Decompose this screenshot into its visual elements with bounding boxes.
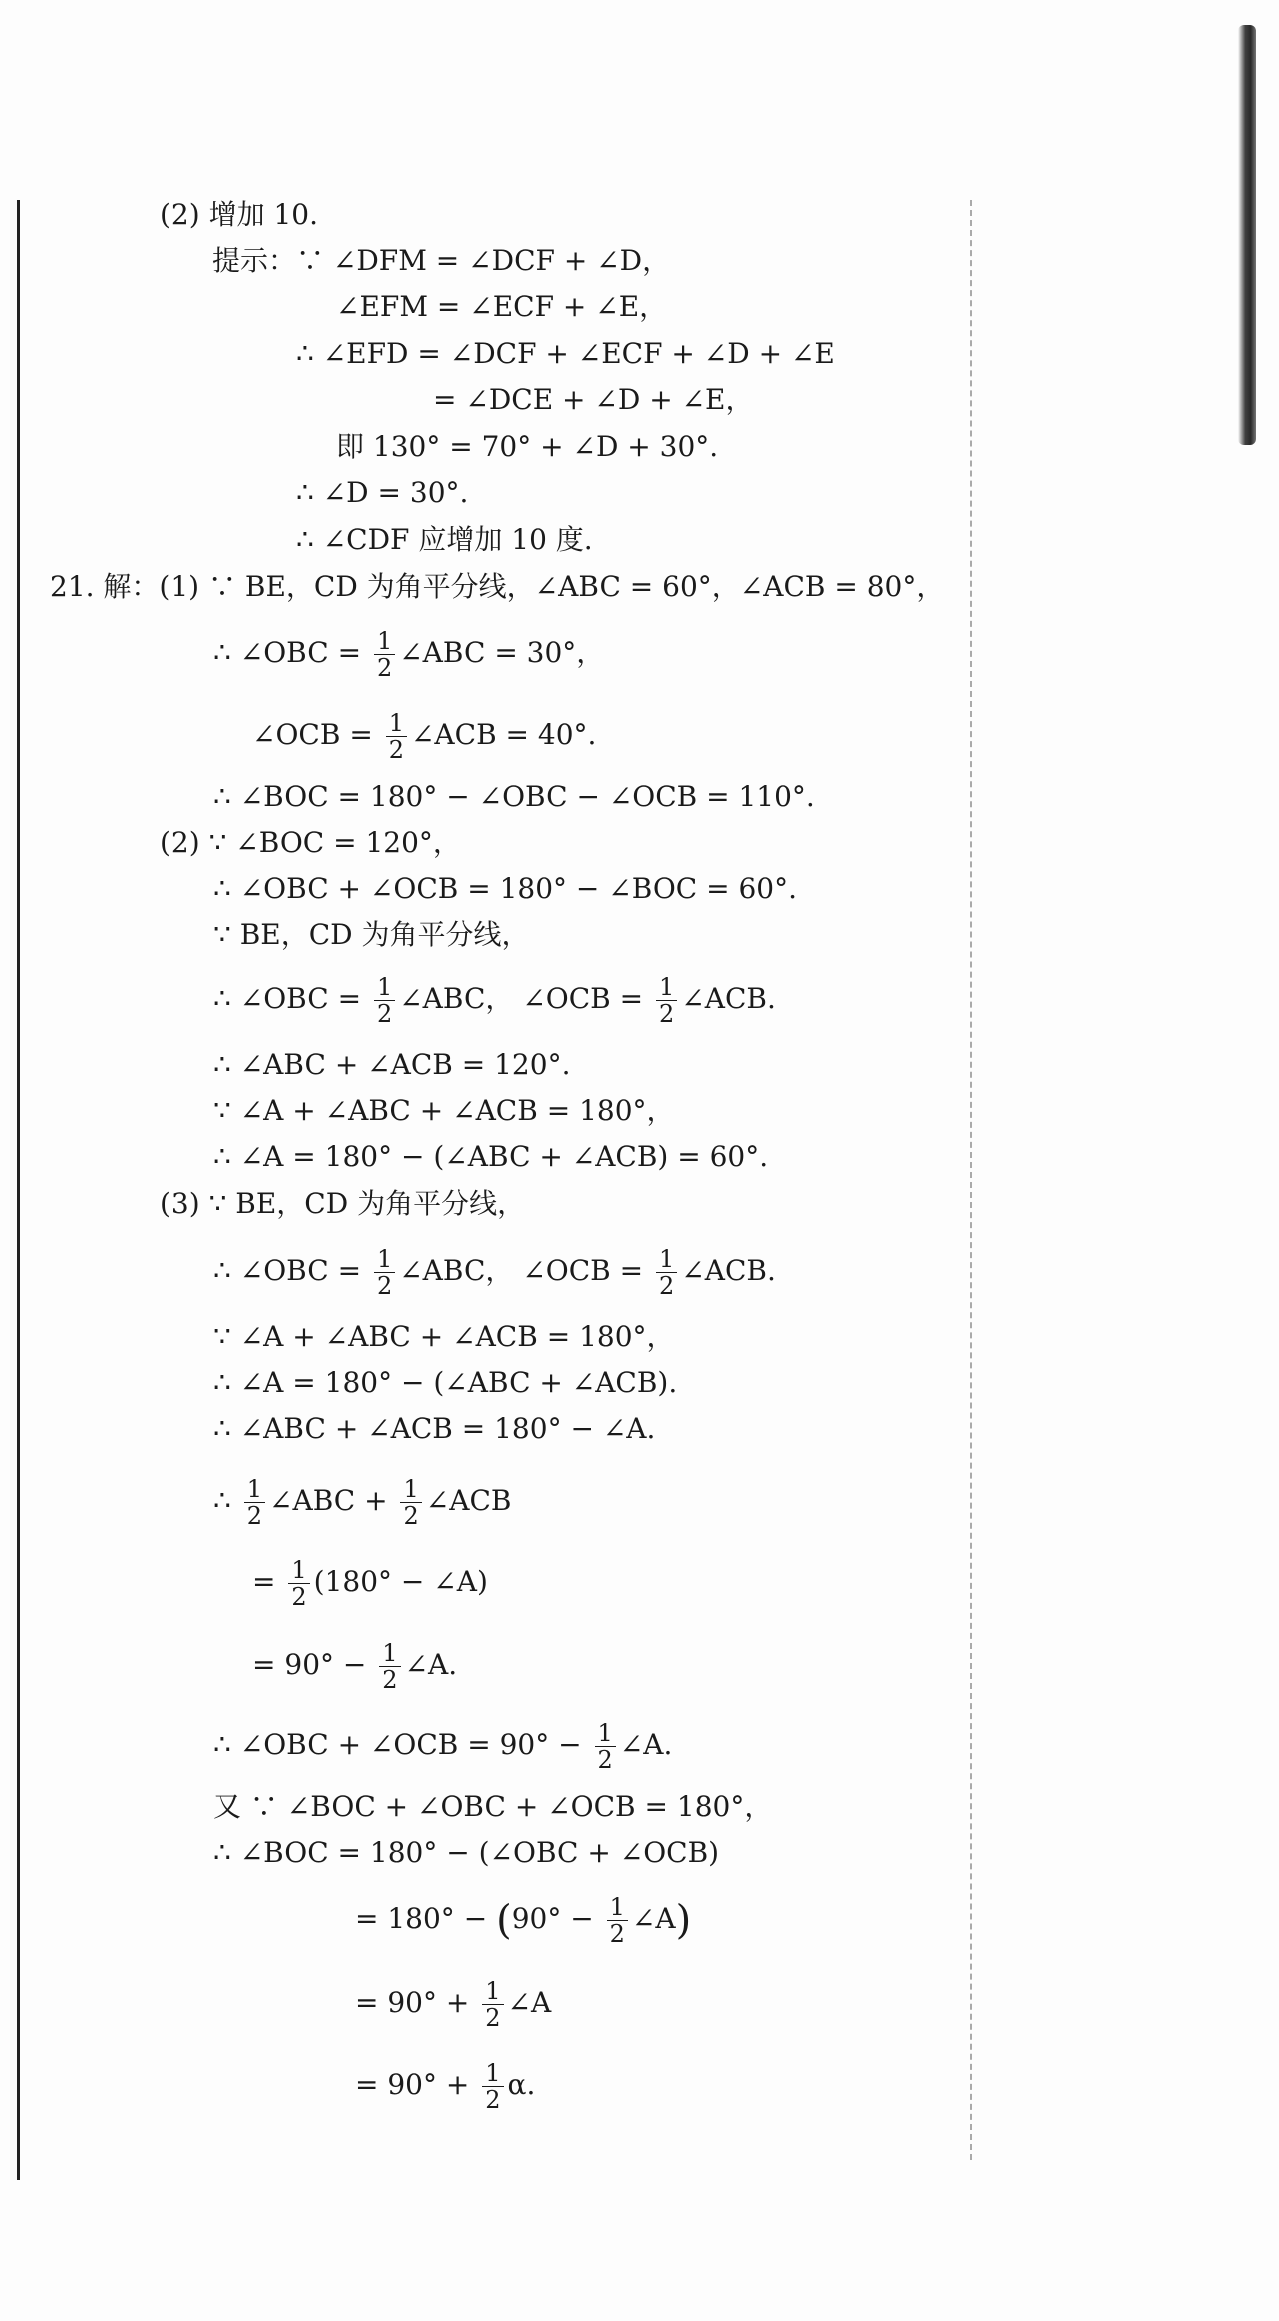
line-130: 即 130° = 70° + ∠D + 30°. (336, 430, 719, 463)
fraction-half: $\frac{1}{2}$ (607, 1894, 628, 1947)
fraction-half: $\frac{1}{2}$ (656, 1246, 677, 1299)
line-efd: ∴ ∠EFD = ∠DCF + ∠ECF + ∠D + ∠E (296, 337, 835, 370)
fraction-half: $\frac{1}{2}$ (379, 1640, 400, 1693)
line-triangle-sum: ∵ ∠A + ∠ABC + ∠ACB = 180°， (213, 1094, 675, 1127)
line-part3-given: (3) ∵ BE，CD 为角平分线， (160, 1187, 526, 1220)
line-boc-step2: = 90° + $\frac{1}{2}$ ∠A (355, 1977, 552, 2032)
line-part2-answer: (2) 增加 10. (160, 198, 318, 231)
fraction-half: $\frac{1}{2}$ (400, 1476, 421, 1529)
line-half-180-minus-a: = $\frac{1}{2}$ (180° − ∠A) (252, 1556, 488, 1611)
fraction-half: $\frac{1}{2}$ (656, 974, 677, 1027)
line-abc-acb-expr: ∴ ∠ABC + ∠ACB = 180° − ∠A. (213, 1412, 656, 1445)
fraction-half: $\frac{1}{2}$ (374, 1246, 395, 1299)
line-bisectors-2: ∵ BE，CD 为角平分线， (213, 918, 530, 951)
line-half-sum: ∴ $\frac{1}{2}$ ∠ABC + $\frac{1}{2}$ ∠ACB (213, 1475, 512, 1530)
line-abc-acb-120: ∴ ∠ABC + ∠ACB = 120°. (213, 1048, 571, 1081)
fraction-half: $\frac{1}{2}$ (288, 1557, 309, 1610)
line-boc-110: ∴ ∠BOC = 180° − ∠OBC − ∠OCB = 110°. (213, 780, 815, 813)
fraction-half: $\frac{1}{2}$ (374, 628, 395, 681)
line-obc-half: ∴ ∠OBC = $\frac{1}{2}$ ∠ABC = 30°， (213, 627, 605, 682)
line-q21-given: 21. 解：(1) ∵ BE，CD 为角平分线，∠ABC = 60°，∠ACB = 80°， (50, 570, 945, 603)
line-half-relations-2: ∴ ∠OBC = $\frac{1}{2}$ ∠ABC， ∠OCB = $\frac{1}{2}$ ∠ACB. (213, 973, 776, 1028)
fraction-half: $\frac{1}{2}$ (244, 1476, 265, 1529)
line-boc-result: = 90° + $\frac{1}{2}$ α. (355, 2059, 536, 2114)
line-a-expr: ∴ ∠A = 180° − (∠ABC + ∠ACB). (213, 1366, 678, 1399)
line-boc-step1: = 180° − (90° − $\frac{1}{2}$ ∠A) (355, 1893, 692, 1948)
line-ocb-half: ∠OCB = $\frac{1}{2}$ ∠ACB = 40°. (252, 709, 597, 764)
right-dashed-divider (970, 200, 972, 2160)
line-a-60: ∴ ∠A = 180° − (∠ABC + ∠ACB) = 60°. (213, 1140, 769, 1173)
page-edge-shadow (1238, 25, 1256, 445)
fraction-half: $\frac{1}{2}$ (482, 1978, 503, 2031)
line-triangle-sum-3: ∵ ∠A + ∠ABC + ∠ACB = 180°， (213, 1320, 675, 1353)
fraction-half: $\frac{1}{2}$ (482, 2060, 503, 2113)
line-90-minus-half-a: = 90° − $\frac{1}{2}$ ∠A. (252, 1639, 458, 1694)
line-d30: ∴ ∠D = 30°. (296, 476, 469, 509)
line-half-relations-3: ∴ ∠OBC = $\frac{1}{2}$ ∠ABC， ∠OCB = $\frac{1}{2}$ ∠ACB. (213, 1245, 776, 1300)
line-dce: = ∠DCE + ∠D + ∠E， (433, 383, 754, 416)
line-boc-triangle: 又 ∵ ∠BOC + ∠OBC + ∠OCB = 180°， (213, 1790, 773, 1823)
fraction-half: $\frac{1}{2}$ (386, 710, 407, 763)
line-hint: 提示：∵ ∠DFM = ∠DCF + ∠D， (212, 244, 671, 277)
line-obc-ocb-sum: ∴ ∠OBC + ∠OCB = 90° − $\frac{1}{2}$ ∠A. (213, 1719, 673, 1774)
left-margin-rule (17, 200, 20, 2180)
line-cdf: ∴ ∠CDF 应增加 10 度. (296, 523, 593, 556)
fraction-half: $\frac{1}{2}$ (374, 974, 395, 1027)
line-part2-given: (2) ∵ ∠BOC = 120°， (160, 826, 461, 859)
fraction-half: $\frac{1}{2}$ (595, 1720, 616, 1773)
line-boc-expr: ∴ ∠BOC = 180° − (∠OBC + ∠OCB) (213, 1836, 720, 1869)
line-efm: ∠EFM = ∠ECF + ∠E， (336, 290, 668, 323)
line-obc-ocb-60: ∴ ∠OBC + ∠OCB = 180° − ∠BOC = 60°. (213, 872, 798, 905)
